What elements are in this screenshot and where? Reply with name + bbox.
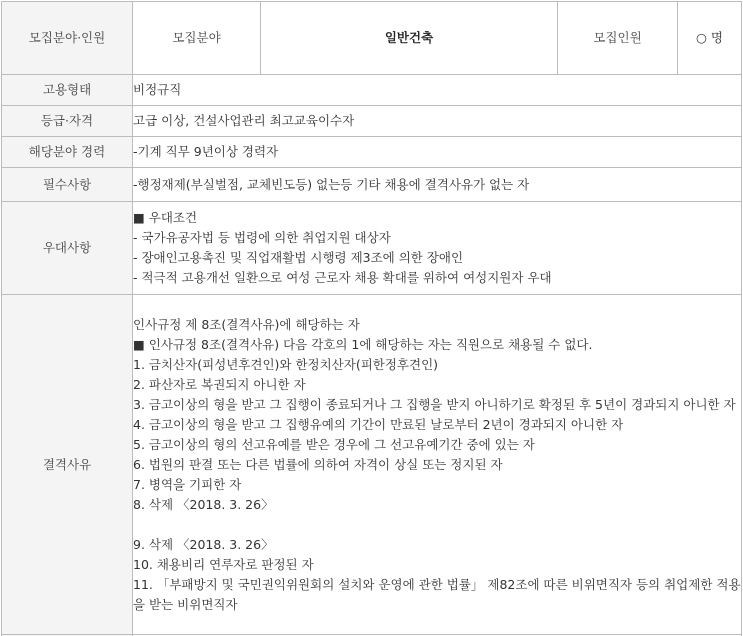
employment-type-row bbox=[2, 75, 742, 106]
disqualification-line: 10. 채용비리 연루자로 판정된 자 bbox=[133, 556, 314, 572]
employment-type-label: 고용형태 bbox=[2, 75, 133, 106]
experience-label: 해당분야 경력 bbox=[2, 137, 133, 168]
disqualification-line: 2. 파산자로 복권되지 아니한 자 bbox=[133, 376, 306, 392]
disqualification-line: 인사규정 제 8조(결격사유)에 해당하는 자 bbox=[133, 316, 360, 332]
experience-row bbox=[2, 137, 742, 168]
disqualification-label: 결격사유 bbox=[2, 295, 133, 635]
preference-line: - 적극적 고용개선 일환으로 여성 근로자 채용 확대를 위하여 여성지원자 우대 bbox=[133, 270, 552, 285]
preference-line: - 국가유공자법 등 법령에 의한 취업지원 대상자 bbox=[133, 230, 391, 245]
disqualification-line: 3. 금고이상의 형을 받고 그 집행이 종료되거나 그 집행을 받지 아니하기로 확정된 후 5년이 경과되지 아니한 자 bbox=[133, 396, 736, 412]
required-label: 필수사항 bbox=[2, 168, 133, 202]
preference-line: - 장애인고용촉진 및 직업재활법 시행령 제3조에 의한 장애인 bbox=[133, 250, 464, 265]
disqualification-line: 11. 「부패방지 및 국민권익위원회의 설치와 운영에 관한 법률」 제82조에 따른 비위면직자 등의 취업제한 적용을 받는 비위면직자 bbox=[133, 576, 741, 612]
disqualification-line: 7. 병역을 기피한 자 bbox=[133, 476, 242, 492]
disqualification-line: 9. 삭제 〈2018. 3. 26〉 bbox=[133, 536, 274, 552]
recruitment-table bbox=[1, 1, 742, 636]
experience-value: -기계 직무 9년이상 경력자 bbox=[133, 137, 742, 168]
disqualification-spacer bbox=[133, 515, 741, 535]
disqualification-line: ■ 인사규정 8조(결격사유) 다음 각호의 1에 해당하는 자는 직원으로 채용될 수 없다. bbox=[133, 336, 593, 352]
disqualification-row bbox=[2, 295, 742, 635]
employment-type-value: 비정규직 bbox=[133, 75, 742, 106]
recruitment-count-value: ○ 명 bbox=[678, 2, 742, 75]
preference-row bbox=[2, 202, 742, 295]
preference-label: 우대사항 bbox=[2, 202, 133, 295]
grade-value: 고급 이상, 건설사업관리 최고교육이수자 bbox=[133, 106, 742, 137]
disqualification-line: 4. 금고이상의 형을 받고 그 집행유예의 기간이 만료된 날로부터 2년이 경과되지 아니한 자 bbox=[133, 416, 624, 432]
disqualification-value bbox=[133, 295, 742, 635]
recruitment-field-count-label: 모집분야·인원 bbox=[2, 2, 133, 75]
grade-label: 등급·자격 bbox=[2, 106, 133, 137]
required-row bbox=[2, 168, 742, 202]
preference-value bbox=[133, 202, 742, 295]
recruitment-count-label: 모집인원 bbox=[558, 2, 678, 75]
grade-row bbox=[2, 106, 742, 137]
recruitment-field-value: 일반건축 bbox=[261, 2, 558, 75]
recruitment-field-label: 모집분야 bbox=[133, 2, 261, 75]
disqualification-line: 5. 금고이상의 형의 선고유예를 받은 경우에 그 선고유예기간 중에 있는 자 bbox=[133, 436, 535, 452]
preference-line: ■ 우대조건 bbox=[133, 210, 198, 225]
disqualification-line: 1. 금치산자(피성년후견인)와 한정치산자(피한정후견인) bbox=[133, 356, 439, 372]
header-row bbox=[2, 2, 742, 75]
disqualification-line: 6. 법원의 판결 또는 다른 법률에 의하여 자격이 상실 또는 정지된 자 bbox=[133, 456, 503, 472]
disqualification-line: 8. 삭제 〈2018. 3. 26〉 bbox=[133, 496, 274, 512]
required-value: -행정재제(부실벌점, 교체빈도등) 없는등 기타 채용에 결격사유가 없는 자 bbox=[133, 168, 742, 202]
